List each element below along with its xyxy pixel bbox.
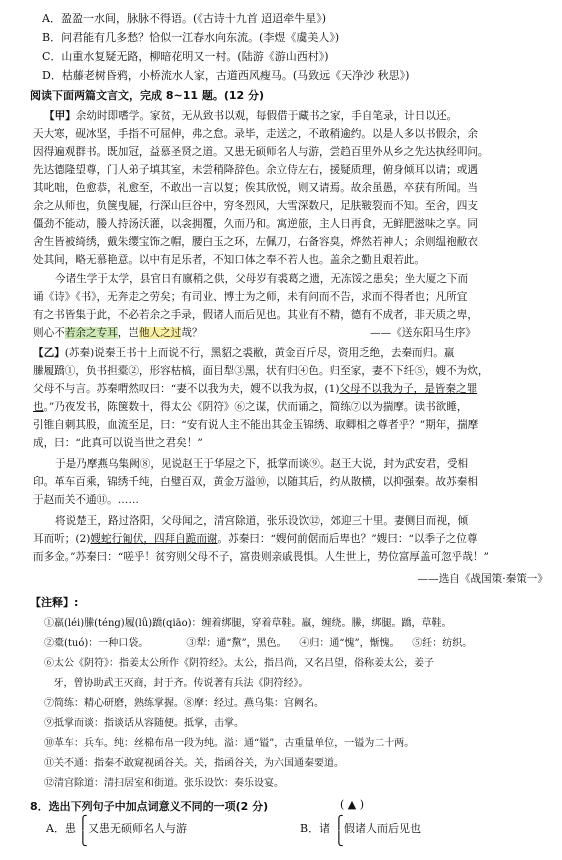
passage-a-line: 因得遍观群书。既加冠，益慕圣贤之道。又患无硕师名人与游，尝趋百里外从乡之先达执经叩问。 [33, 146, 489, 158]
passage-a-text: 余幼时即嗜学。家贫，无从致书以观，每假借于藏书之家，手自笔录，计日以还。 [75, 110, 458, 122]
passage-a-line: 先达德隆望尊，门人弟子填其室，未尝稍降辞色。余立侍左右，援疑质理，俯身倾耳以请；或遇 [33, 164, 478, 176]
passage-a-label: 【甲】 [44, 110, 76, 122]
passage-a-line: 处其间，略无慕艳意。以中有足乐者，不知口体之奉不若人也。盖余之勤且艰若此。 [33, 254, 425, 266]
q8-option-a-label: A．患 [46, 822, 76, 835]
underlined-sentence-1-end: 也 [33, 401, 44, 413]
passage-a-source: ——《送东阳马生序》 [370, 327, 476, 339]
question-8-stem: 8．选出下列句子中加点词意义不同的一项(2 分) [30, 800, 269, 813]
text-span: 。”乃夜发书，陈箧数十，得太公《阴符》⑥之谋，伏而诵之，简练⑦以为揣摩。读书欲睡， [43, 401, 468, 413]
q8-option-b-label: B．诸 [300, 822, 331, 835]
passage-a-line: 今诸生学于太学，县官日有廪稍之供，父母岁有裘葛之遗，无冻馁之患矣；坐大厦之下而 [55, 273, 469, 285]
brace-icon: ⎧ [78, 816, 88, 831]
text-span: ，岂 [117, 327, 139, 339]
note-item: ⑨抵掌而谈：指谈话从容随便。抵掌，击掌。 [44, 718, 244, 729]
underlined-sentence-2: 嫂蛇行匍伏，四拜自跪而谢 [90, 533, 218, 545]
highlight-yellow: 他人之过 [138, 327, 182, 339]
note-item: ②橐(tuó)：一种口袋。 ③犁：通“黧”，黑色。 ④归：通“愧”，惭愧。 ⑤纴：纺织。 [44, 638, 473, 649]
passage-b-line: 于赵而关不通⑪。…… [33, 494, 139, 506]
text-span: 父母不与言。苏秦喟然叹曰：“妻不以我为夫，嫂不以我为叔，(1) [33, 383, 340, 395]
passage-b-line [33, 533, 548, 546]
passage-a-line: 天大寒，砚冰坚，手指不可屈伸，弗之怠。录毕，走送之，不敢稍逾约。以是人多以书假余，余 [33, 128, 478, 140]
text-span: 。苏秦曰：“嫂何前倨而后卑也？”嫂曰：“以季子之位尊 [217, 533, 478, 545]
passage-b-line: 成，曰：“此真可以说当世之君矣！” [33, 437, 203, 449]
passage-b-line: 印。革车百乘，锦绣千纯，白璧百双，黄金万溢⑩，以随其后，约从散横，以抑强秦。故苏秦相 [33, 476, 478, 488]
passage-b-line [33, 383, 548, 396]
option-a: A．盈盈一水间，脉脉不得语。(《古诗十九首 迢迢牵牛星》) [42, 12, 327, 25]
option-d: D．枯藤老树昏鸦，小桥流水人家，古道西风瘦马。(马致远《天净沙 秋思》) [42, 69, 410, 82]
passage-b-line: 縢履蹻①，负书担橐②，形容枯槁，面目犁③黑，状有归④色。归至家，妻不下纴⑤，嫂不为炊， [33, 365, 489, 377]
q8-option-b-text: 假诸人而后见也 [344, 822, 421, 835]
highlight-green: 若余之专耳 [64, 327, 118, 339]
note-item: ⑦简练：精心研磨，熟练掌握。⑧摩：经过。燕乌集：宫阙名。 [44, 698, 324, 709]
answer-slot[interactable]: ( ▲ ) [340, 798, 365, 811]
text-span: 哉？ [181, 327, 203, 339]
passage-a-line: 有之书皆集于此，不必若余之手录，假诸人而后见也。其业有不精，德有不成者，非天质之卑， [33, 309, 478, 321]
passage-b-line: 于是乃摩燕乌集阙⑧，见说赵王于华屋之下，抵掌而谈⑨。赵王大说，封为武安君，受相 [55, 458, 469, 470]
note-item: ⑫清宫除道：清扫居室和街道。张乐设饮：奏乐设宴。 [44, 778, 284, 789]
q8-option-a-text: 又患无硕师名人与游 [88, 822, 187, 835]
note-item: ⑪关不通：指秦不敢窥视函谷关。关，指函谷关，为六国通秦要道。 [44, 758, 344, 769]
brace-icon: ⎩ [334, 832, 344, 847]
passage-a-line [44, 110, 548, 123]
brace-icon: ⎩ [78, 832, 88, 847]
passage-a-line: 僵劲不能动，媵人持汤沃灌，以衾拥覆，久而乃和。寓逆旅，主人日再食，无鲜肥滋味之享。同 [33, 218, 478, 230]
passage-b-line: 而多金。”苏秦曰：“嗟乎！贫穷则父母不子，富贵则亲戚畏惧。人生世上，势位富厚盖可忽乎哉！” [33, 551, 489, 563]
passage-a-line: 诵《诗》《书》，无奔走之劳矣；有司业、博士为之师，未有问而不告，求而不得者也；凡所宜 [33, 291, 468, 303]
passage-a-line: 其叱咄，色愈恭，礼愈至，不敢出一言以复；俟其欣悦，则又请焉。故余虽愚，卒获有所闻。当 [33, 182, 478, 194]
passage-a-line: 余之从师也，负箧曳屣，行深山巨谷中，穷冬烈风，大雪深数尺，足肤皲裂而不知。至舍，四支 [33, 200, 478, 212]
text-span: 耳而听；(2) [33, 533, 91, 545]
text-span: 则心不 [33, 327, 65, 339]
passage-b-label: 【乙】 [33, 347, 65, 359]
brace-icon: ⎧ [334, 816, 344, 831]
notes-heading: 【注释】: [30, 596, 79, 609]
passage-b-source: ——选自《战国策·秦策一》 [417, 573, 548, 585]
passage-b-line [33, 347, 548, 360]
option-b: B．问君能有几多愁？恰似一江春水向东流。(李煜《虞美人》) [42, 31, 340, 44]
passage-b-line: 将说楚王，路过洛阳，父母闻之，清宫除道，张乐设饮⑫，郊迎三十里。妻侧目而视，倾 [55, 515, 469, 527]
option-c: C．山重水复疑无路，柳暗花明又一村。(陆游《游山西村》) [42, 50, 329, 63]
passage-b-text: (苏秦)说秦王书十上而说不行，黑貂之裘敝，黄金百斤尽，资用乏绝，去秦而归。羸 [64, 347, 455, 359]
note-item: ①羸(léi)縢(téng)履(lǚ)蹻(qiāo)：缠着绑腿，穿着草鞋。羸，缠绕。縢，绑腿。蹻，草鞋。 [44, 618, 452, 629]
underlined-sentence-1: 父母不以我为子，是皆秦之罪 [339, 383, 478, 395]
note-item: ⑩革车：兵车。纯：丝棉布帛一段为纯。溢：通“镒”，古重量单位，一镒为二十两。 [44, 738, 415, 749]
passage-a-line: 舍生皆被绮绣，戴朱缨宝饰之帽，腰白玉之环，左佩刀，右备容臭，烨然若神人；余则缊袍敝衣 [33, 236, 478, 248]
note-item: 牙，曾协助武王灭商，封于齐。传说著有兵法《阴符经》。 [44, 678, 309, 689]
note-item: ⑥太公《阴符》：指姜太公所作《阴符经》。太公，指吕尚，又名吕望，俗称姜太公，姜子 [44, 658, 434, 669]
passage-b-line [33, 401, 548, 414]
section-heading: 阅读下面两篇文言文，完成 8~11 题。(12 分) [30, 89, 265, 102]
passage-b-line: 引锥自刺其股，血流至足，曰：“安有说人主不能出其金玉锦绣、取卿相之尊者乎？”期年，揣摩 [33, 419, 479, 431]
